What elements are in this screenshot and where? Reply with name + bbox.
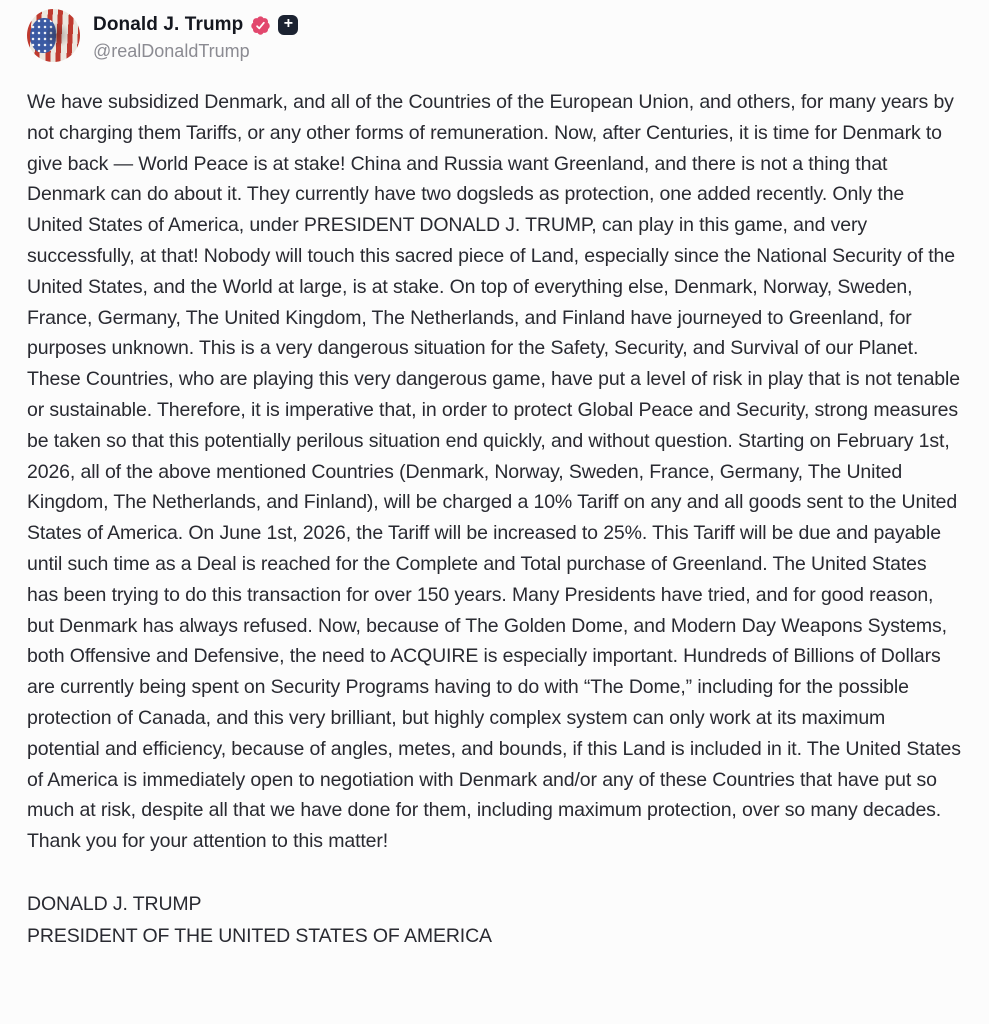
signature-title: PRESIDENT OF THE UNITED STATES OF AMERICA	[27, 924, 492, 947]
plus-badge-button[interactable]	[278, 15, 298, 35]
post-signature	[27, 888, 962, 952]
author-handle[interactable]: @realDonaldTrump	[93, 41, 250, 61]
author-identity	[93, 9, 298, 62]
post-header	[27, 9, 962, 62]
avatar-face-shading	[46, 23, 72, 49]
author-display-name[interactable]: Donald J. Trump	[93, 14, 244, 35]
post-body-text: We have subsidized Denmark, and all of the Countries of the European Union, and others, for many years by not charging them Tariffs, or any other forms of remuneration. Now, after Centuries, it is time for Denmark to give back — World Peace is at stake! China and Russia want Greenland, and there is not a thing that Denmark can do about it. They currently have two dogsleds as protection, one added recently. Only the United States of America, under PRESIDENT DONALD J. TRUMP, can play in this game, and very successfully, at that! Nobody will touch this sacred piece of Land, especially since the National Security of the United States, and the World at large, is at stake. On top of everything else, Denmark, Norway, Sweden, France, Germany, The United Kingdom, The Netherlands, and Finland have journeyed to Greenland, for purposes unknown. This is a very dangerous situation for the Safety, Security, and Survival of our Planet. These Countries, who are playing this very dangerous game, have put a level of risk in play that is not tenable or sustainable. Therefore, it is imperative that, in order to protect Global Peace and Security, strong measures be taken so that this potentially perilous situation end quickly, and without question. Starting on February 1st, 2026, all of the above mentioned Countries (Denmark, Norway, Sweden, France, Germany, The United Kingdom, The Netherlands, and Finland), will be charged a 10% Tariff on any and all goods sent to the United States of America. On June 1st, 2026, the Tariff will be increased to 25%. This Tariff will be due and payable until such time as a Deal is reached for the Complete and Total purchase of Greenland. The United States has been trying to do this transaction for over 150 years. Many Presidents have tried, and for good reason, but Denmark has always refused. Now, because of The Golden Dome, and Modern Day Weapons Systems, both Offensive and Defensive, the need to ACQUIRE is especially important. Hundreds of Billions of Dollars are currently being spent on Security Programs having to do with “The Dome,” including for the possible protection of Canada, and this very brilliant, but highly complex system can only work at its maximum potential and efficiency, because of angles, metes, and bounds, if this Land is included in it. The United States of America is immediately open to negotiation with Denmark and/or any of these Countries that have put so much at risk, despite all that we have done for them, including maximum protection, over so many decades. Thank you for your attention to this matter!	[27, 91, 961, 853]
signature-name: DONALD J. TRUMP	[27, 892, 202, 915]
verified-badge-icon	[250, 15, 271, 36]
author-name-row	[93, 14, 298, 36]
plus-icon: +	[283, 15, 294, 32]
avatar[interactable]	[27, 9, 80, 62]
